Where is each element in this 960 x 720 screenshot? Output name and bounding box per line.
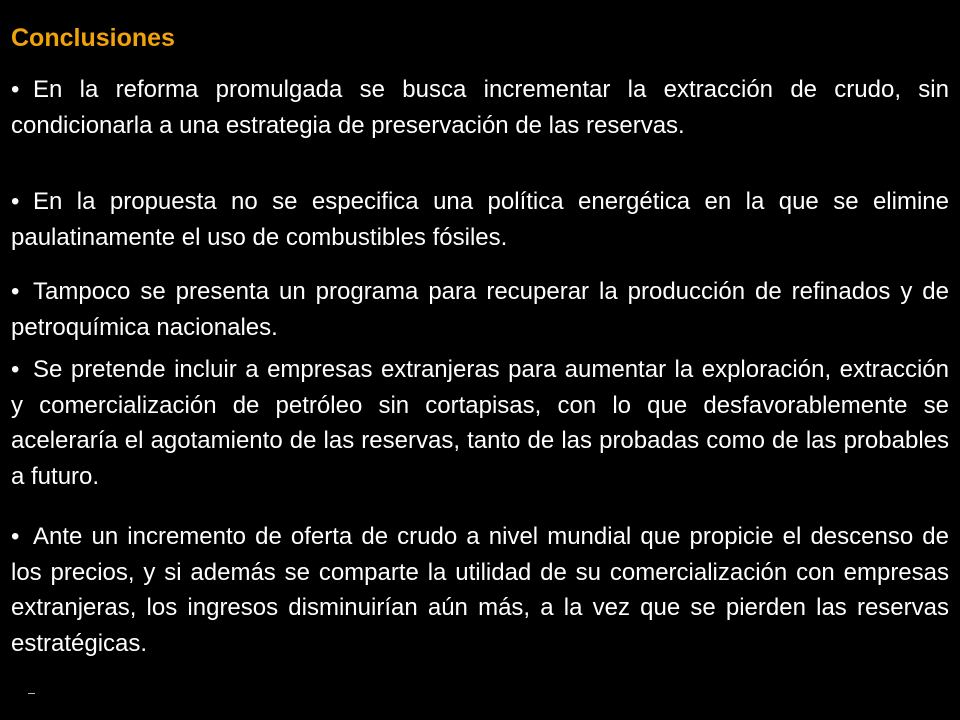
footer-mark	[28, 693, 35, 694]
bullet-text: En la reforma promulgada se busca incrementar la extracción de crudo, sin condicionarla a una estrategia de preservación de las reservas.	[11, 76, 949, 139]
bullet-item	[11, 184, 949, 255]
bullet-item	[11, 519, 949, 661]
bullet-item	[11, 274, 949, 345]
bullet-glyph: •	[11, 188, 20, 215]
bullet-item	[11, 72, 949, 143]
bullet-glyph: •	[11, 278, 20, 305]
bullet-text: Ante un incremento de oferta de crudo a nivel mundial que propicie el descenso de los precios, y si además se comparte la utilidad de su comercialización con empresas extranjeras, los ingresos disminuirían aún más, a la vez que se pierden las reservas estratégicas.	[11, 523, 949, 657]
bullet-text: Se pretende incluir a empresas extranjeras para aumentar la exploración, extracción y comercialización de petróleo sin cortapisas, con lo que desfavorablemente se aceleraría el agotamiento de las reservas, tanto de las probadas como de las probables a futuro.	[11, 356, 949, 490]
slide-title: Conclusiones	[11, 24, 175, 52]
bullet-glyph: •	[11, 356, 20, 383]
bullet-text: En la propuesta no se especifica una política energética en la que se elimine paulatinamente el uso de combustibles fósiles.	[11, 188, 949, 251]
bullet-item	[11, 352, 949, 494]
bullet-glyph: •	[11, 523, 20, 550]
bullet-text: Tampoco se presenta un programa para recuperar la producción de refinados y de petroquímica nacionales.	[11, 278, 949, 341]
bullet-glyph: •	[11, 76, 20, 103]
